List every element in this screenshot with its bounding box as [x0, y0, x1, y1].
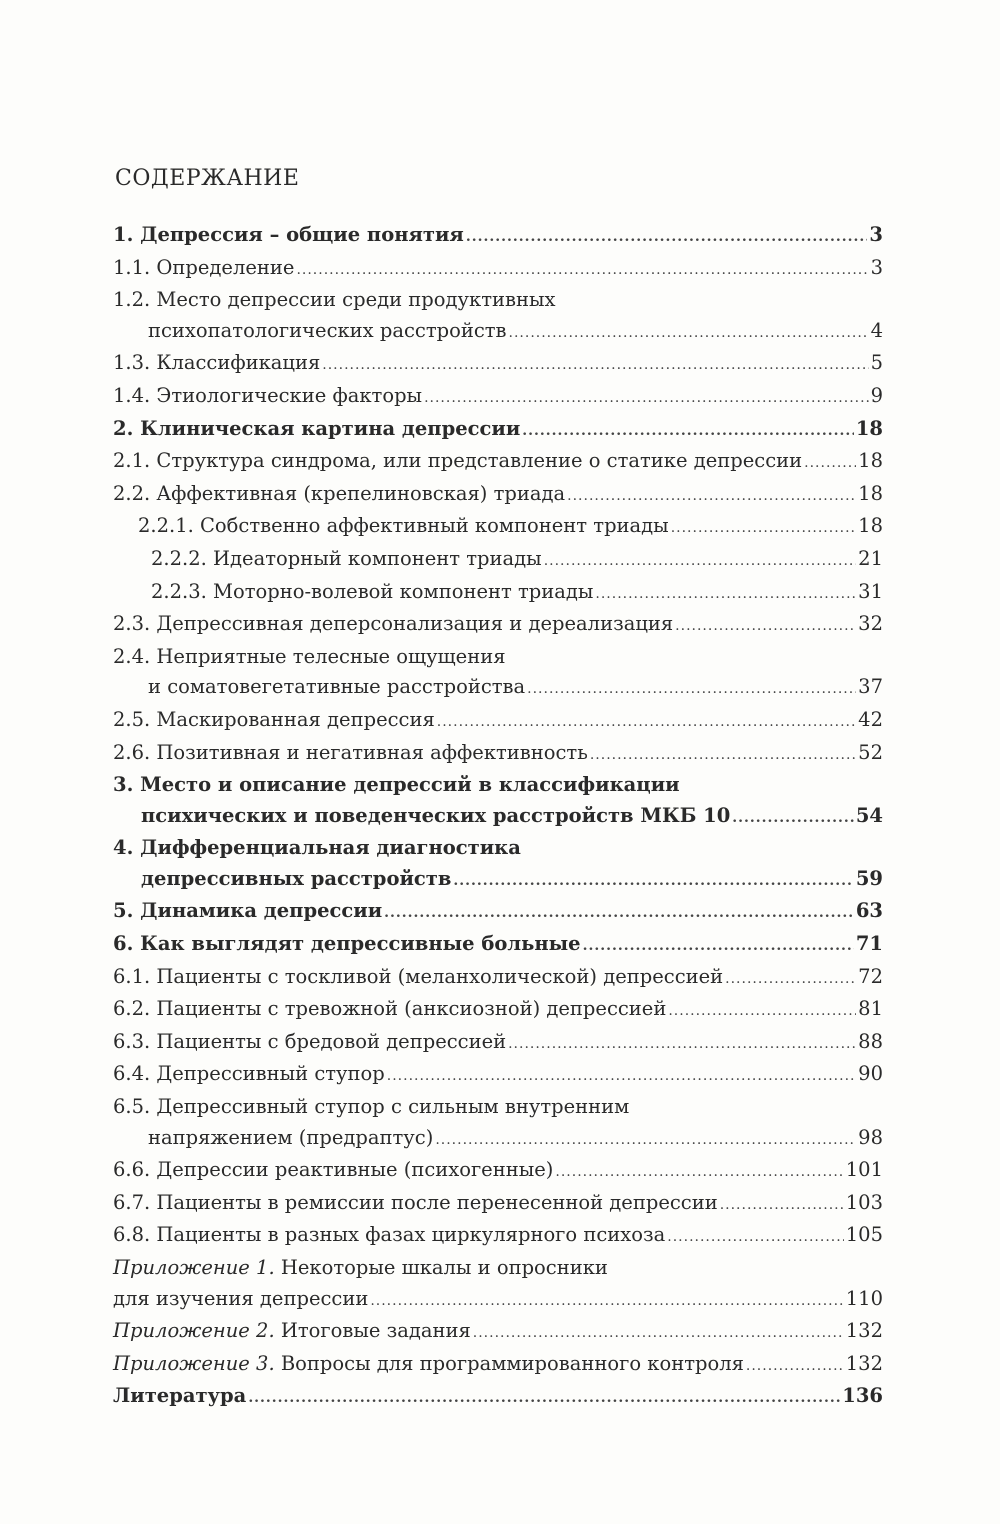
toc-entry-2-2	[113, 479, 883, 512]
leader-dots	[424, 383, 869, 414]
toc-entry-text: 1.2. Место депрессии среди продуктивных	[113, 288, 556, 312]
leader-dots	[732, 803, 854, 834]
toc-entry-6-3	[113, 1027, 883, 1060]
toc-entry-2-5	[113, 705, 883, 738]
leader-dots	[583, 931, 854, 962]
toc-page-number: 63	[855, 899, 883, 923]
toc-entry-2-2-1	[113, 511, 883, 544]
toc-entry-6	[113, 929, 883, 962]
toc-entry-text: 4. Дифференциальная диагностика	[113, 836, 521, 860]
toc-entry-text: 6.8. Пациенты в разных фазах циркулярного психоза	[113, 1223, 666, 1247]
toc-entry-text: Итоговые задания	[274, 1319, 471, 1343]
toc-entry-text: 2.2.1. Собственно аффективный компонент триады	[138, 514, 669, 538]
leader-dots	[527, 674, 856, 705]
toc-page-number: 72	[858, 964, 883, 988]
toc-entry-appendix-3	[113, 1349, 883, 1382]
toc-page-number: 90	[858, 1062, 883, 1086]
leader-dots	[725, 964, 856, 995]
toc-entry-1-4	[113, 381, 883, 414]
leader-dots	[804, 448, 856, 479]
toc-entry-text-cont: и соматовегетативные расстройства	[148, 675, 526, 699]
toc-entry-6-4	[113, 1059, 883, 1092]
toc-page-number: 88	[858, 1029, 883, 1053]
toc-page-number: 98	[858, 1125, 883, 1149]
toc-page-number: 52	[858, 740, 883, 764]
leader-dots	[296, 255, 868, 286]
toc-page-number: 18	[858, 514, 883, 538]
toc-entry-6-1	[113, 962, 883, 995]
toc-page-number: 4	[870, 318, 883, 342]
toc-entry-text: 6.1. Пациенты с тоскливой (меланхолической) депрессией	[113, 964, 724, 988]
toc-entry-text: 2. Клиническая картина депрессии	[113, 416, 521, 440]
toc-page-number: 81	[858, 997, 883, 1021]
toc-page-number: 101	[845, 1158, 883, 1182]
toc-entry-1	[113, 220, 883, 253]
toc-entry-text: 2.6. Позитивная и негативная аффективность	[113, 740, 588, 764]
toc-entry-text-cont: психических и поведенческих расстройств МКБ 10	[141, 803, 731, 827]
toc-entry-6-2	[113, 994, 883, 1027]
toc-entry-text: 6.7. Пациенты в ремиссии после перенесенной депрессии	[113, 1190, 718, 1214]
leader-dots	[667, 1222, 844, 1253]
toc-entry-text: Некоторые шкалы и опросники	[274, 1256, 608, 1279]
toc-entry-1-2	[113, 285, 883, 348]
toc-entry-1-3	[113, 348, 883, 381]
leader-dots	[435, 1125, 856, 1156]
toc-entry-text: 2.3. Депрессивная деперсонализация и дереализация	[113, 612, 674, 636]
toc-entry-text: Вопросы для программированного контроля	[274, 1351, 744, 1375]
toc-entry-2-6	[113, 738, 883, 771]
toc-page-number: 5	[870, 351, 883, 375]
toc-page-number: 37	[858, 675, 883, 699]
toc-entry-text: 2.5. Маскированная депрессия	[113, 707, 435, 731]
leader-dots	[387, 1061, 856, 1092]
toc-entry-appendix-1	[113, 1253, 883, 1316]
toc-entry-text: 2.1. Структура синдрома, или представление о статике депрессии	[113, 449, 803, 473]
leader-dots	[675, 611, 856, 642]
table-of-contents	[113, 220, 883, 1414]
toc-entry-text: 3. Место и описание депрессий в классификации	[113, 773, 680, 797]
toc-page-number: 9	[870, 383, 883, 407]
toc-entry-text: Литература	[113, 1384, 247, 1408]
toc-entry-text: 2.2.2. Идеаторный компонент триады	[151, 546, 542, 570]
toc-entry-text: 2.2. Аффективная (крепелиновская) триада	[113, 481, 566, 505]
toc-page-number: 42	[858, 707, 883, 731]
leader-dots	[671, 513, 856, 544]
toc-entry-text: 1.4. Этиологические факторы	[113, 383, 423, 407]
toc-entry-2-1	[113, 446, 883, 479]
leader-dots	[522, 416, 854, 447]
toc-entry-text-cont: для изучения депрессии	[113, 1286, 369, 1310]
toc-entry-text-cont: напряжением (предраптус)	[148, 1125, 434, 1149]
toc-page-number: 3	[869, 223, 883, 246]
toc-page-number: 32	[858, 612, 883, 636]
toc-entry-2-2-2	[113, 544, 883, 577]
leader-dots	[370, 1286, 843, 1317]
toc-heading: СОДЕРЖАНИЕ	[115, 166, 300, 191]
toc-entry-text: 1.1. Определение	[113, 255, 295, 279]
leader-dots	[567, 481, 856, 512]
toc-entry-text: 6.3. Пациенты с бредовой депрессией	[113, 1029, 507, 1053]
toc-entry-text: 6.4. Депрессивный ступор	[113, 1062, 385, 1086]
toc-page-number: 71	[855, 932, 883, 956]
toc-page-number: 59	[855, 866, 883, 890]
leader-dots	[322, 350, 868, 381]
toc-entry-text: 6.5. Депрессивный ступор с сильным внутренним	[113, 1095, 630, 1119]
appendix-label: Приложение 1.	[113, 1256, 275, 1279]
leader-dots	[508, 1029, 856, 1060]
toc-page-number: 18	[858, 449, 883, 473]
toc-entry-text: 5. Динамика депрессии	[113, 899, 383, 923]
leader-dots	[453, 866, 853, 897]
toc-entry-6-7	[113, 1188, 883, 1221]
toc-entry-text: 1.3. Классификация	[113, 351, 321, 375]
toc-page-number: 136	[842, 1384, 883, 1408]
toc-entry-literature	[113, 1381, 883, 1414]
toc-entry-text: 6. Как выглядят депрессивные больные	[113, 932, 581, 956]
toc-entry-2-4	[113, 642, 883, 705]
leader-dots	[248, 1383, 840, 1414]
toc-page-number: 18	[855, 416, 883, 440]
leader-dots	[746, 1351, 844, 1382]
leader-dots	[590, 740, 856, 771]
toc-page-number: 110	[845, 1286, 883, 1310]
leader-dots	[466, 222, 868, 253]
toc-page-number: 54	[855, 803, 883, 827]
toc-entry-2-3	[113, 609, 883, 642]
toc-entry-text-cont: психопатологических расстройств	[148, 318, 507, 342]
toc-entry-text: 6.2. Пациенты с тревожной (анксиозной) депрессией	[113, 997, 667, 1021]
leader-dots	[555, 1157, 843, 1188]
toc-entry-text: 2.2.3. Моторно-волевой компонент триады	[151, 579, 594, 603]
leader-dots	[668, 996, 856, 1027]
toc-entry-text: 2.4. Неприятные телесные ощущения	[113, 644, 506, 668]
toc-entry-text: 6.6. Депрессии реактивные (психогенные)	[113, 1158, 554, 1182]
leader-dots	[720, 1190, 844, 1221]
toc-page-number: 132	[845, 1351, 883, 1375]
toc-page-number: 103	[845, 1190, 883, 1214]
toc-entry-text: 1. Депрессия – общие понятия	[113, 223, 464, 246]
toc-page-number: 21	[858, 546, 883, 570]
appendix-label: Приложение 2.	[113, 1319, 275, 1343]
toc-page-number: 105	[845, 1223, 883, 1247]
leader-dots	[437, 707, 856, 738]
toc-entry-text-cont: депрессивных расстройств	[141, 866, 452, 890]
leader-dots	[595, 579, 856, 610]
toc-entry-6-5	[113, 1092, 883, 1155]
appendix-label: Приложение 3.	[113, 1351, 275, 1375]
toc-entry-6-8	[113, 1220, 883, 1253]
toc-page-number: 31	[858, 579, 883, 603]
toc-page-number: 132	[845, 1319, 883, 1343]
toc-entry-6-6	[113, 1155, 883, 1188]
leader-dots	[544, 546, 856, 577]
toc-entry-2	[113, 414, 883, 447]
leader-dots	[384, 898, 854, 929]
toc-entry-2-2-3	[113, 577, 883, 610]
toc-entry-1-1	[113, 253, 883, 286]
toc-entry-5	[113, 896, 883, 929]
toc-entry-4	[113, 833, 883, 896]
leader-dots	[509, 318, 869, 349]
toc-entry-appendix-2	[113, 1316, 883, 1349]
toc-page-number: 18	[858, 481, 883, 505]
toc-page-number: 3	[870, 255, 883, 279]
toc-entry-3	[113, 770, 883, 833]
leader-dots	[473, 1318, 844, 1349]
